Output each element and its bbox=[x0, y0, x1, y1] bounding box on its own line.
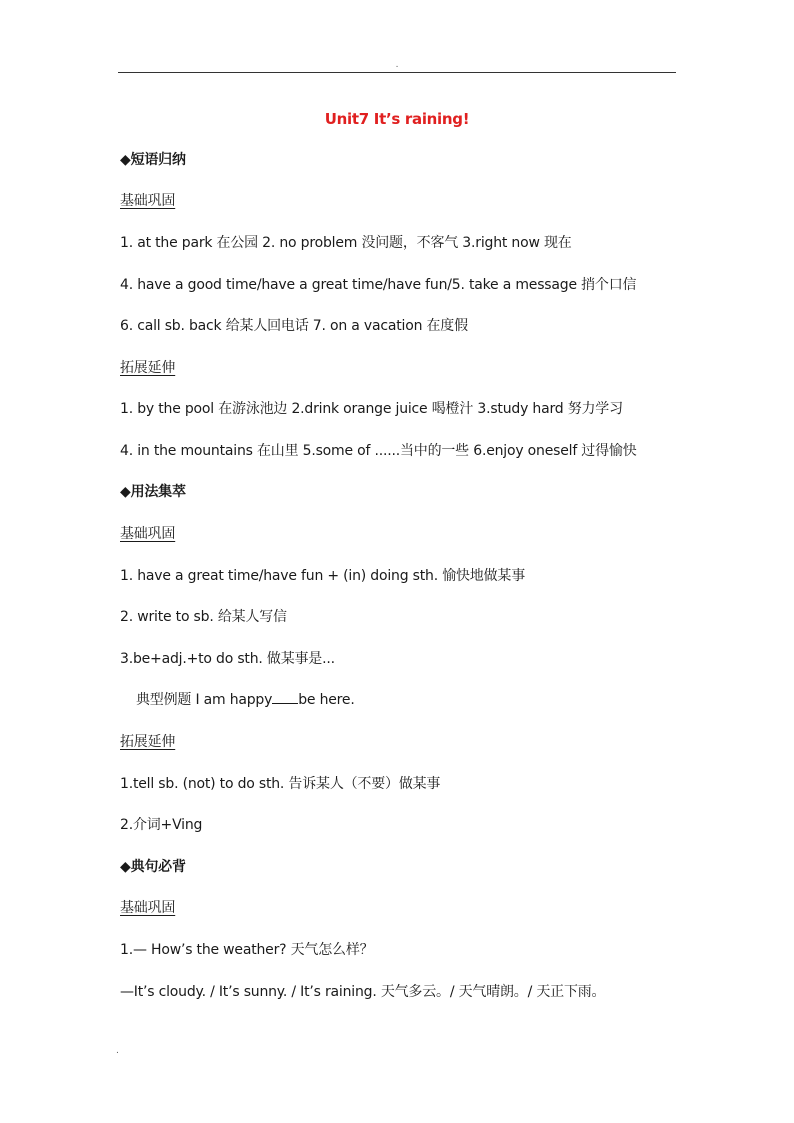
subheading-usage-extend: 拓展延伸 bbox=[120, 734, 176, 750]
usage-line: 1. have a great time/have fun + (in) doing sth. 愉快地做某事 bbox=[120, 568, 526, 584]
section-heading-sentences: ◆典句必背 bbox=[120, 859, 186, 875]
subheading-usage-basic: 基础巩固 bbox=[120, 526, 176, 542]
example-prefix: 典型例题 I am happy bbox=[136, 692, 273, 708]
phrase-line: 6. call sb. back 给某人回电话 7. on a vacation 在度假 bbox=[120, 318, 468, 334]
page-title: Unit7 It’s raining! bbox=[324, 110, 470, 128]
usage-line: 2. write to sb. 给某人写信 bbox=[120, 609, 287, 625]
phrase-line: 1. by the pool 在游泳池边 2.drink orange juice 喝橙汁 3.study hard 努力学习 bbox=[120, 401, 623, 417]
usage-line: 3.be+adj.+to do sth. 做某事是... bbox=[120, 651, 335, 667]
phrase-line: 4. in the mountains 在山里 5.some of ......当中的一些 6.enjoy oneself 过得愉快 bbox=[120, 443, 637, 459]
example-suffix: be here. bbox=[298, 692, 355, 708]
header-mark: . bbox=[395, 60, 399, 70]
subheading-phrases-extend: 拓展延伸 bbox=[120, 360, 176, 376]
section-heading-phrases: ◆短语归纳 bbox=[120, 152, 186, 168]
phrase-line: 4. have a good time/have a great time/have fun/5. take a message 捎个口信 bbox=[120, 277, 637, 293]
header-rule bbox=[118, 72, 676, 73]
sentence-line: —It’s cloudy. / It’s sunny. / It’s raining. 天气多云。/ 天气晴朗。/ 天正下雨。 bbox=[120, 984, 606, 1000]
sentence-line: 1.— How’s the weather? 天气怎么样？ bbox=[120, 942, 374, 958]
section-heading-usage: ◆用法集萃 bbox=[120, 484, 186, 500]
usage-line: 1.tell sb. (not) to do sth. 告诉某人（不要）做某事 bbox=[120, 776, 441, 792]
subheading-sentences-basic: 基础巩固 bbox=[120, 900, 176, 916]
footer-mark: . bbox=[116, 1046, 119, 1056]
phrase-line: 1. at the park 在公园 2. no problem 没问题，不客气 3.right now 现在 bbox=[120, 235, 572, 251]
example-sentence bbox=[136, 690, 355, 710]
subheading-phrases-basic: 基础巩固 bbox=[120, 193, 176, 209]
usage-line: 2.介词+Ving bbox=[120, 817, 203, 833]
fill-in-blank[interactable] bbox=[272, 690, 298, 704]
